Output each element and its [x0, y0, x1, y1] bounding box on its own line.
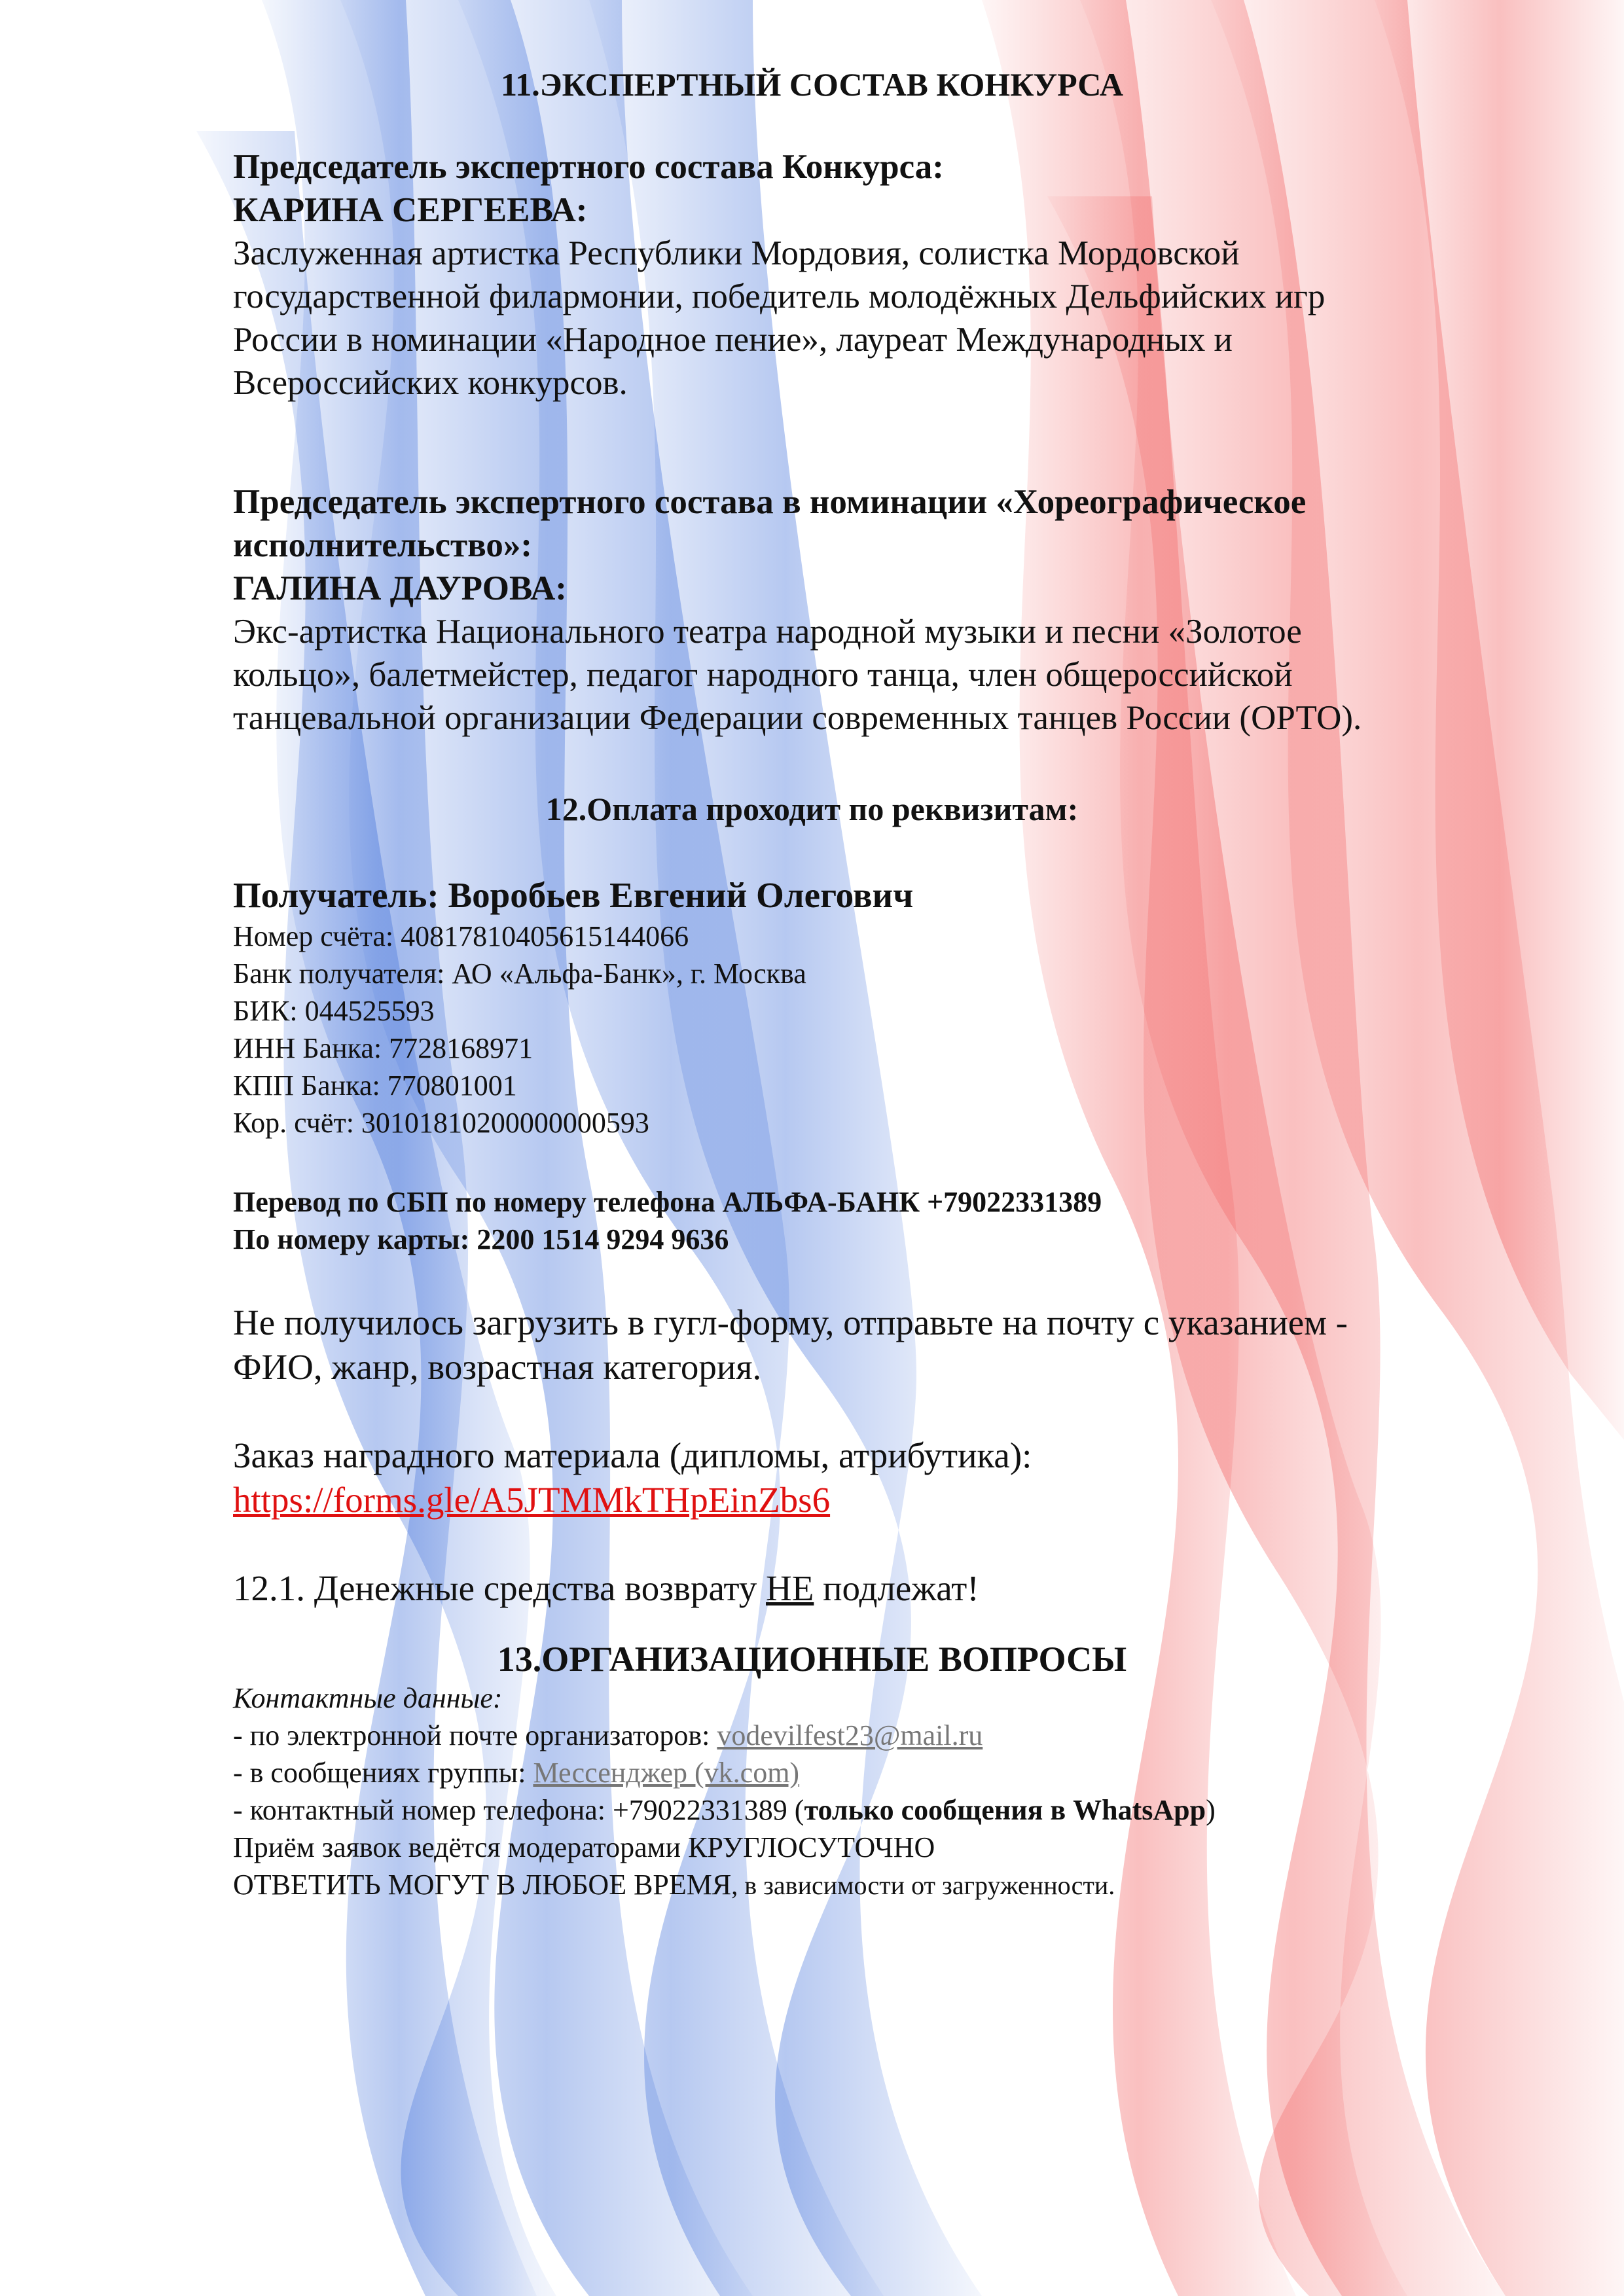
email-prefix: - по электронной почте организаторов: [233, 1719, 717, 1751]
contact-group-line [233, 1754, 799, 1791]
phone-suffix: ) [1206, 1794, 1216, 1826]
vk-messenger-link[interactable]: Мессенджер (vk.com) [533, 1757, 800, 1789]
bank-detail-line: БИК: 044525593 [233, 995, 435, 1027]
bank-details [233, 918, 806, 1141]
recipient-name: Получатель: Воробьев Евгений Олегович [233, 875, 914, 915]
award-form-link[interactable]: https://forms.gle/A5JTMMkTHpEinZbs6 [233, 1480, 831, 1520]
chair2-bio [233, 610, 1362, 740]
refund-ne: НЕ [766, 1568, 814, 1608]
contact-email-line [233, 1717, 983, 1754]
section-13-title: 13.ОРГАНИЗАЦИОННЫЕ ВОПРОСЫ [497, 1640, 1127, 1679]
bank-detail-line: КПП Банка: 770801001 [233, 1069, 517, 1102]
chair2-bio-line: танцевальной организации Федерации современных танцев России (ОРТО). [233, 699, 1362, 737]
award-order-label: Заказ наградного материала (дипломы, атрибутика): [233, 1435, 1032, 1475]
refund-notice [233, 1566, 979, 1611]
bank-detail-line: Кор. счёт: 30101810200000000593 [233, 1107, 649, 1139]
section-11-title: 11.ЭКСПЕРТНЫЙ СОСТАВ КОНКУРСА [500, 66, 1124, 103]
chair1-role: Председатель экспертного состава Конкурса: [233, 148, 944, 186]
chair1-bio-line: Заслуженная артистка Республики Мордовия, солистка Мордовской [233, 234, 1240, 272]
upload-note [233, 1300, 1348, 1390]
refund-suffix: подлежат! [814, 1568, 979, 1608]
chair1-bio-line: Всероссийских конкурсов. [233, 364, 628, 402]
chair1-name: КАРИНА СЕРГЕЕВА: [233, 191, 588, 229]
contacts-label: Контактные данные: [233, 1682, 503, 1714]
chair2-role-line: Председатель экспертного состава в номинации «Хореографическое [233, 483, 1307, 521]
chair2-name: ГАЛИНА ДАУРОВА: [233, 569, 567, 607]
chair2-role-line: исполнительство»: [233, 526, 532, 564]
contact-phone-line [233, 1791, 1216, 1829]
bank-detail-line: ИНН Банка: 7728168971 [233, 1032, 533, 1064]
bank-detail-line: Банк получателя: АО «Альфа-Банк», г. Москва [233, 958, 806, 990]
chair1-bio-line: России в номинации «Народное пение», лауреат Международных и [233, 321, 1233, 359]
section-12-title: 12.Оплата проходит по реквизитам: [545, 791, 1079, 827]
upload-note-line: ФИО, жанр, возрастная категория. [233, 1347, 762, 1387]
chair1-bio [233, 232, 1325, 404]
email-link[interactable]: vodevilfest23@mail.ru [717, 1719, 983, 1751]
moderators-line: Приём заявок ведётся модераторами КРУГЛОСУТОЧНО [233, 1831, 935, 1863]
answer-rest: , в зависимости от загруженности. [731, 1871, 1115, 1900]
group-prefix: - в сообщениях группы: [233, 1757, 533, 1789]
answer-time-line [233, 1866, 1115, 1904]
chair2-bio-line: кольцо», балетмейстер, педагог народного танца, член общероссийской [233, 656, 1293, 694]
upload-note-line: Не получилось загрузить в гугл-форму, отправьте на почту с указанием - [233, 1302, 1348, 1342]
sbp-transfer: Перевод по СБП по номеру телефона АЛЬФА-БАНК +79022331389 [233, 1186, 1102, 1218]
phone-prefix: - контактный номер телефона: +79022331389 ( [233, 1794, 804, 1826]
chair2-bio-line: Экс-артистка Национального театра народной музыки и песни «Золотое [233, 613, 1302, 651]
bank-detail-line: Номер счёта: 40817810405615144066 [233, 920, 689, 952]
refund-prefix: 12.1. Денежные средства возврату [233, 1568, 767, 1608]
chair1-bio-line: государственной филармонии, победитель молодёжных Дельфийских игр [233, 278, 1326, 315]
phone-whatsapp-note: только сообщения в WhatsApp [804, 1794, 1206, 1826]
card-number: По номеру карты: 2200 1514 9294 9636 [233, 1223, 729, 1255]
answer-caps: ОТВЕТИТЬ МОГУТ В ЛЮБОЕ ВРЕМЯ [233, 1869, 732, 1901]
chair2-role [233, 480, 1306, 567]
